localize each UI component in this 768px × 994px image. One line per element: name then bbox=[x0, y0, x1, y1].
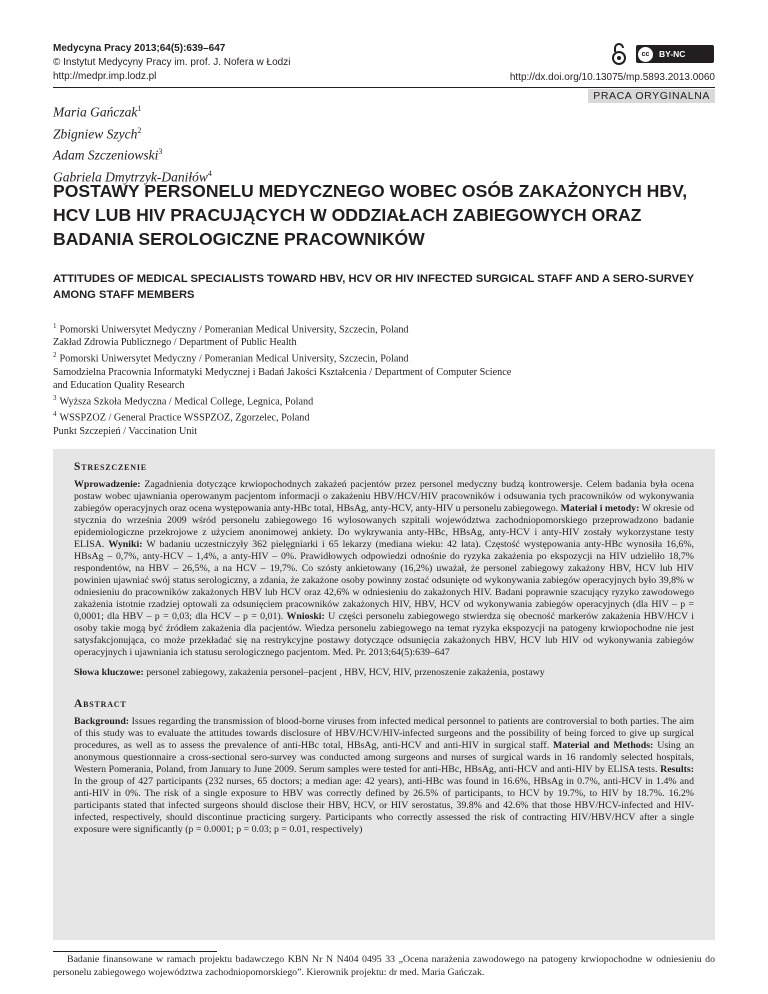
publisher: © Instytut Medycyny Pracy im. prof. J. Nofera w Łodzi bbox=[53, 57, 291, 68]
affiliation: $^3$ Wyższa Szkoła Medyczna / Medical College, Legnica, Poland bbox=[53, 393, 314, 408]
creative-commons-icon: cc bbox=[638, 47, 653, 62]
funding-footnote: Badanie finansowane w ramach projektu badawczego KBN Nr N N404 0495 33 „Ocena narażenia zawodowego na patogeny krwiopochodne w odniesieniu do personelu zabiegowego województwa zachodniopomorskiego”. Kierownik projektu: dr med. Maria Gańczak. bbox=[53, 954, 715, 978]
license-badge[interactable] bbox=[636, 45, 714, 63]
affiliation: $^2$ Pomorski Uniwersytet Medyczny / Pomeranian Medical University, Szczecin, Poland bbox=[53, 351, 409, 365]
author-list bbox=[53, 100, 212, 186]
streszczenie-text: Wprowadzenie: Zagadnienia dotyczące krwiopochodnych zakażeń pacjentów przez personel medyczny budzą kontrowersje. Celem badania była ocena postaw wobec ujawniania operowanym pacjentom informacji o zakażeniu HBV/HCV/HIV pracowników i odsuwania tych pracowników od wykonywania zabiegów operacyjnych oraz ocena występowania anty-HBc total, HBsAg, anty-HCV, anty-HIV u personelu zabiegowego. Materiał i metody: W okresie od stycznia do września 2009 wśród personelu zabiegowego 16 wylosowanych szpitali województwa zachodniopomorskiego przeprowadzono badanie epidemiologiczne przekrojowe z użyciem anonimowej ankiety. Do wykrywania anty-HBc, HBsAg, anty-HCV i anty-HIV zostały wykorzystane testy ELISA. Wyniki: W badaniu uczestniczyły 362 pielęgniarki i 65 lekarzy (mediana wieku: 42 lata). Częstość występowania anty-HBc wynosiła 16,6%, HBsAg – 0,7%, anty-HCV – 1,4%, a anty-HIV – 0%. Prawidłowych odpowiedzi odnośnie do ryzyka zakażenia po ekspozycji na HIV udzieliło 18,7% respondentów, na HBV – 26,5%, a na HCV – 19,7%. Co szósty ankietowany (16,2%) uważał, że personel zabiegowy zakażony HBV, HCV lub HIV powinien ujawniać swój status serologiczny, a zdania, że zakażone osoby powinny zostać odsunięte od wykonywania zabiegów operacyjnych było 39,8% w odniesieniu do pracowników zakażonych HBV lub HCV oraz 42,6% w odniesieniu do zakażonych HIV. Badani poprawnie szacujący ryzyko zawodowego zakażenia istotnie rzadziej optowali za odsunięciem pracowników zakażonych HIV, HBV, HCV od wykonywania zabiegów operacyjnych (dla HIV – p = 0,0001; dla HBV – p = 0,03; dla HCV – p = 0,01). Wnioski: U części personelu zabiegowego stwierdza się obecność markerów zakażenia HBV/HCV i osoby takie mogą być źródłem zakażenia dla pacjentów. Wiedza personelu zabiegowego na temat ryzyka ekspozycji na patogeny krwiopochodne nie jest satysfakcjonująca, co może przekładać się na restrykcyjne postawy dotyczące odsunięcia zakażonych HBV, HCV lub HIV od wykonywania zabiegów operacyjnych i ujawniania ich statusu serologicznego pacjentom. Med. Pr. 2013;64(5):639–647 bbox=[74, 479, 695, 658]
affiliation: $^1$ Pomorski Uniwersytet Medyczny / Pomeranian Medical University, Szczecin, Poland bbox=[53, 322, 409, 336]
doi-link[interactable]: http://dx.doi.org/10.13075/mp.5893.2013.0060 bbox=[509, 72, 715, 83]
journal-url[interactable]: http://medpr.imp.lodz.pl bbox=[53, 71, 157, 82]
keywords: Słowa kluczowe: personel zabiegowy, zakażenia personel–pacjent , HBV, HCV, HIV, przenoszenie zakażenia, postawy bbox=[74, 667, 545, 678]
affiliation: $^4$ WSSPZOZ / General Practice WSSPZOZ, Zgorzelec, Poland bbox=[53, 410, 310, 424]
author: Adam Szczeniowski$^3$ bbox=[53, 147, 163, 163]
affiliation-line: Punkt Szczepień / Vaccination Unit bbox=[53, 425, 198, 437]
article-title-en: ATTITUDES OF MEDICAL SPECIALISTS TOWARD HBV, HCV OR HIV INFECTED SURGICAL STAFF AND A SERO-SURVEY AMONG STAFF MEMBERS bbox=[53, 273, 694, 301]
abstract-heading: Abstract bbox=[74, 698, 127, 710]
license-label: BY-NC bbox=[659, 49, 686, 59]
article-title-pl: POSTAWY PERSONELU MEDYCZNEGO WOBEC OSÓB ZAKAŻONYCH HBV, HCV LUB HIV PRACUJĄCYCH W ODDZIAŁACH ZABIEGOWYCH ORAZ BADANIA SEROLOGICZNE PRACOWNIKÓW bbox=[53, 181, 688, 249]
footnote-rule bbox=[53, 951, 217, 952]
abstract-text: Background: Issues regarding the transmission of blood-borne viruses from infected medical personnel to patients are controversial to both parties. The aim of this study was to evaluate the attitudes towards disclosure of HBV/HCV/HIV-infected surgeons and the possibility of being forced to give up surgical procedures, as well as to assess the prevalence of anti-HBc total, HBsAg, anti-HCV and anti-HIV in surgical staff. Material and Methods: Using an anonymous questionnaire a cross-sectional sero-survey was conducted among surgeons and nurses of surgical wards in 16 randomly selected hospitals, Western Pomerania, Poland, from January to June 2009. Serum samples were tested for anti-HBc, HBsAg, anti-HCV and anti-HIV by ELISA tests. Results: In the group of 427 participants (232 nurses, 65 doctors; a median age: 42 years), anti-HBc was found in 16.6%, HBsAg in 0.7%, anti-HCV in 1.4% and anti-HIV in 0%. The risk of a single exposure to HBV was correctly defined by 26.5% of participants, to HCV by 19.7%, to HIV by 18.7%. 16.2% participants stated that infected surgeons should disclose their HBV, HCV, or HIV serostatus, 39.8% and 42.6% that those HBV/HCV-infected and HIV-infected, respectively, should discontinue practicing surgery. Participants who correctly assessed the risk of contracting HIV/HBV/HCV after a single exposure were significantly (p = 0.0001; p = 0.03; p = 0.01, respectively) bbox=[74, 716, 694, 835]
streszczenie-heading: Streszczenie bbox=[74, 461, 147, 473]
journal-info bbox=[53, 42, 290, 84]
author: Zbigniew Szych$^2$ bbox=[53, 125, 142, 141]
journal-citation: Medycyna Pracy 2013;64(5):639–647 bbox=[53, 43, 226, 54]
affiliation-line: and Education Quality Research bbox=[53, 379, 185, 391]
header-rule bbox=[53, 87, 715, 88]
author: Gabriela Dmytrzyk-Daniłów$^4$ bbox=[53, 168, 212, 184]
article-type-badge: PRACA ORYGINALNA bbox=[588, 89, 715, 103]
affiliation-line: Zakład Zdrowia Publicznego / Department of Public Health bbox=[53, 337, 297, 349]
affiliations bbox=[53, 320, 718, 438]
open-access-icon bbox=[611, 42, 627, 66]
affiliation-line: Samodzielna Pracownia Informatyki Medycznej i Badań Jakości Kształcenia / Department of Computer Science bbox=[53, 366, 512, 378]
abstract-box bbox=[53, 449, 715, 940]
author: Maria Gańczak$^1$ bbox=[53, 104, 142, 120]
